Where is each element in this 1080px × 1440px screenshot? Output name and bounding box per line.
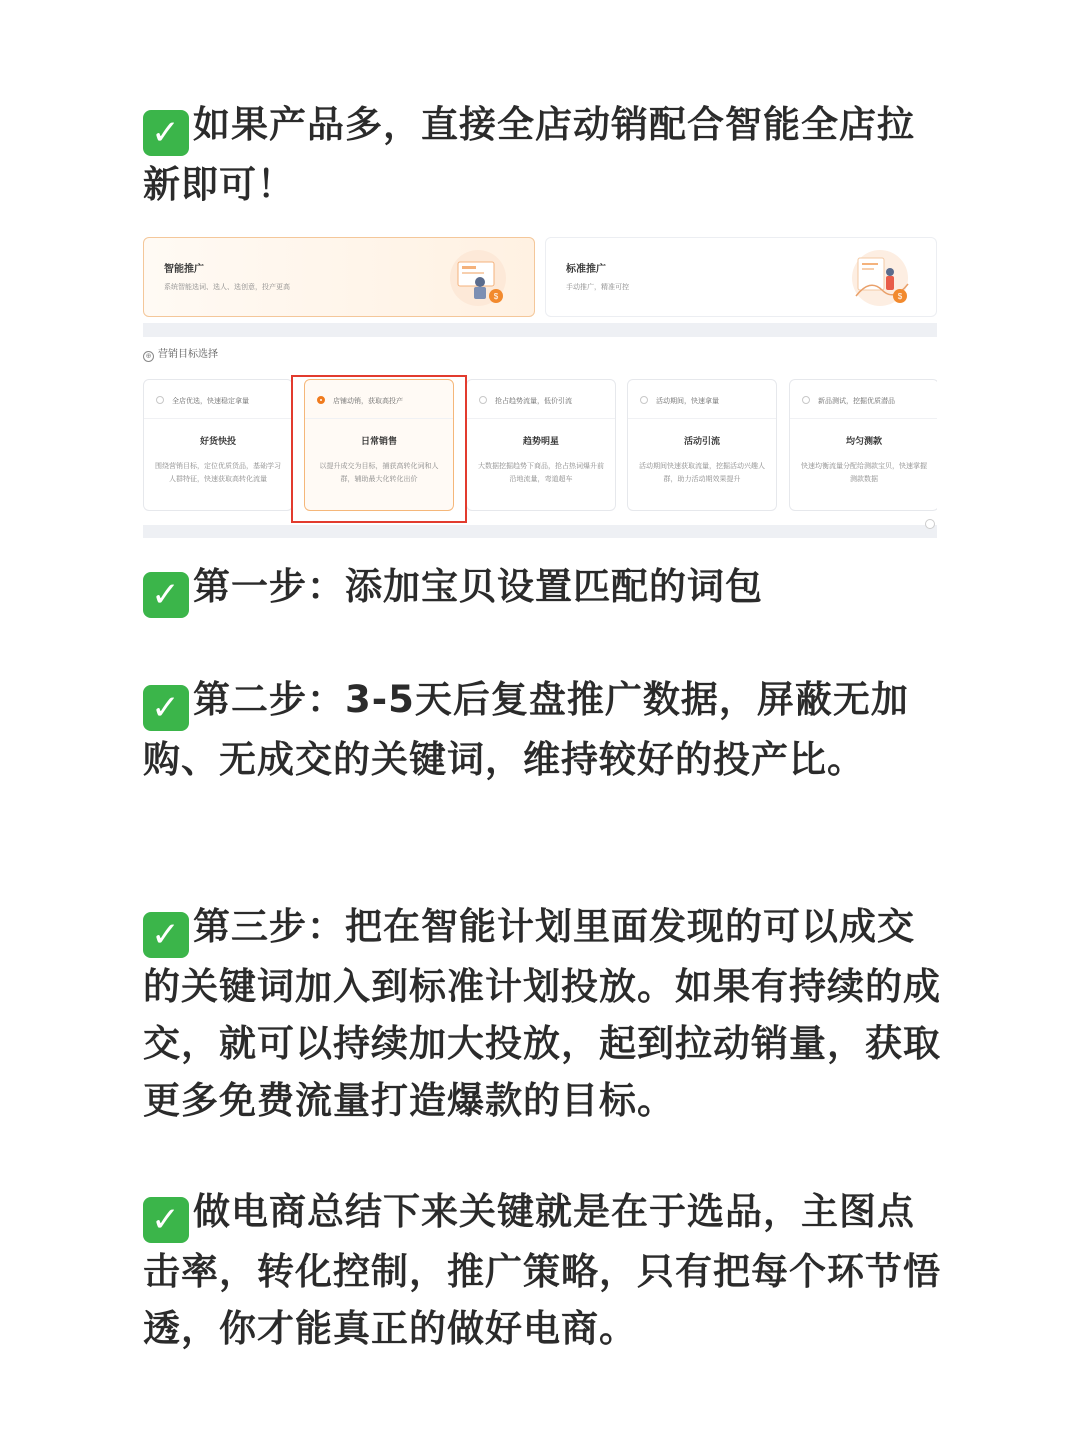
radio-unselected-icon[interactable] bbox=[156, 396, 164, 404]
mode-title: 智能推广 bbox=[164, 264, 204, 275]
mode-desc: 手动推广，精准可控 bbox=[566, 284, 629, 291]
mode-desc: 系统智能选词、选人、选创意，投产更高 bbox=[164, 284, 290, 291]
section-label: ⊕ 营销目标选择 bbox=[143, 345, 218, 362]
goal-card[interactable] bbox=[789, 379, 937, 511]
goal-subtitle: 店铺动销，获取高投产 bbox=[333, 398, 403, 405]
check-mark-icon: ✓ bbox=[143, 110, 189, 156]
target-icon: ⊕ bbox=[143, 351, 154, 362]
goal-desc: 快速均衡流量分配给测款宝贝，快速掌握测款数据 bbox=[801, 463, 927, 483]
goal-card[interactable] bbox=[466, 379, 616, 511]
goal-name: 活动引流 bbox=[683, 436, 720, 446]
check-mark-icon: ✓ bbox=[143, 912, 189, 958]
goal-head bbox=[790, 380, 937, 419]
step-3-paragraph: ✓ 第三步：把在智能计划里面发现的可以成交的关键词加入到标准计划投放。如果有持续的成交，就可以持续加大投放，起到拉动销量，获取更多免费流量打造爆款的目标。 bbox=[143, 905, 941, 1122]
goal-subtitle: 新品测试，挖掘优质潜品 bbox=[818, 398, 895, 405]
scroll-handle[interactable] bbox=[925, 519, 935, 529]
goal-head bbox=[628, 380, 776, 419]
goal-desc: 活动期间快速获取流量，挖掘活动兴趣人群，助力活动期效果提升 bbox=[639, 463, 765, 483]
check-mark-icon: ✓ bbox=[143, 1197, 189, 1243]
embedded-screenshot bbox=[143, 233, 937, 538]
goal-desc: 以提升成交为目标，捕获高转化词和人群，辅助最大化转化出价 bbox=[319, 463, 439, 483]
person-with-chart-illustration-icon bbox=[846, 248, 914, 308]
summary-paragraph: ✓ 做电商总结下来关键就是在于选品，主图点击率，转化控制，推广策略，只有把每个环节悟透，你才能真正的做好电商。 bbox=[143, 1190, 941, 1350]
goal-name: 日常销售 bbox=[360, 436, 397, 446]
goal-card[interactable] bbox=[143, 379, 293, 511]
mode-card-smart[interactable] bbox=[143, 237, 535, 317]
highlight-box bbox=[291, 375, 467, 523]
mode-card-standard[interactable] bbox=[545, 237, 937, 317]
goal-head bbox=[467, 380, 615, 419]
goal-head bbox=[144, 380, 292, 419]
intro-paragraph: ✓ 如果产品多，直接全店动销配合智能全店拉新即可！ bbox=[143, 103, 915, 206]
check-mark-icon: ✓ bbox=[143, 572, 189, 618]
mode-title: 标准推广 bbox=[566, 264, 606, 275]
goal-name: 好货快投 bbox=[199, 436, 236, 446]
goal-name: 趋势明星 bbox=[522, 436, 559, 446]
svg-text:$: $ bbox=[493, 292, 499, 301]
radio-unselected-icon[interactable] bbox=[802, 396, 810, 404]
section-divider bbox=[143, 323, 937, 337]
radio-unselected-icon[interactable] bbox=[640, 396, 648, 404]
goal-subtitle: 全店优选，快速稳定拿量 bbox=[172, 398, 249, 405]
radio-unselected-icon[interactable] bbox=[479, 396, 487, 404]
bottom-divider bbox=[143, 525, 937, 538]
step-1-paragraph: ✓ 第一步：添加宝贝设置匹配的词包 bbox=[143, 558, 943, 618]
goal-desc: 围绕营销目标，定位优质货品，基础学习人群特征，快速获取高转化流量 bbox=[155, 463, 281, 483]
person-at-screen-illustration-icon bbox=[444, 248, 512, 308]
goal-desc: 大数据挖掘趋势下商品，抢占热词爆升前沿地流量，弯道超车 bbox=[478, 463, 604, 483]
goal-subtitle: 活动期间，快速拿量 bbox=[656, 398, 719, 405]
svg-text:$: $ bbox=[897, 292, 903, 301]
goal-name: 均匀测款 bbox=[845, 436, 882, 446]
check-mark-icon: ✓ bbox=[143, 685, 189, 731]
goal-card[interactable] bbox=[627, 379, 777, 511]
goal-subtitle: 抢占趋势流量，低价引流 bbox=[495, 398, 572, 405]
step-2-paragraph: ✓ 第二步：3-5天后复盘推广数据，屏蔽无加购、无成交的关键词，维持较好的投产比。 bbox=[143, 678, 909, 781]
